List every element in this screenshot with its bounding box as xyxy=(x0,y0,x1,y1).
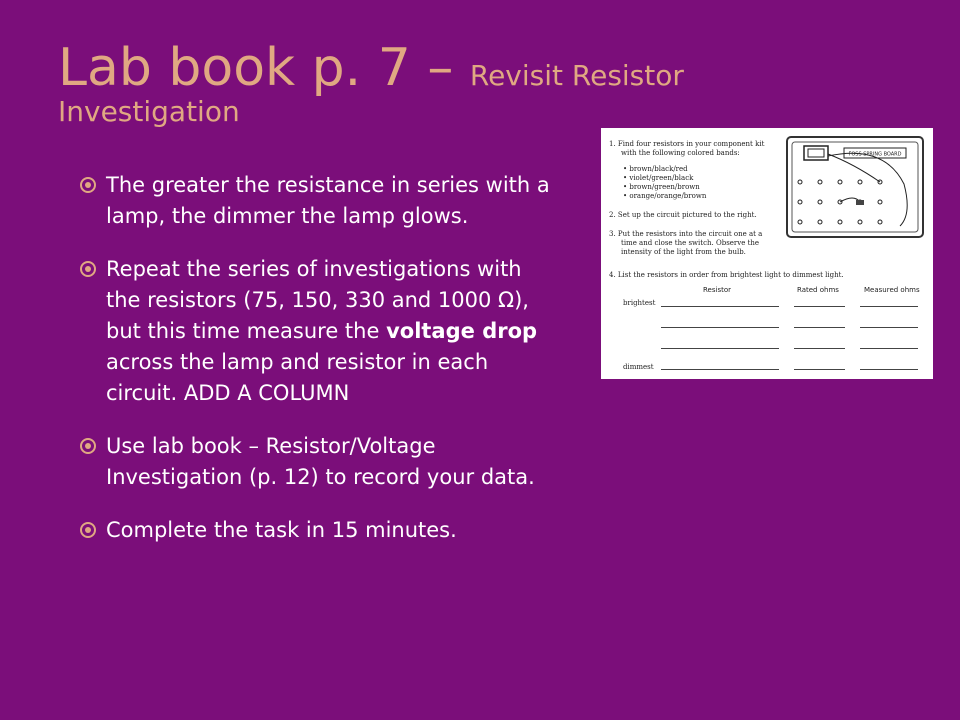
bullet-item xyxy=(80,170,560,232)
table-line xyxy=(794,327,845,328)
table-line xyxy=(860,327,918,328)
step-2: 2. Set up the circuit pictured to the right. xyxy=(609,211,757,219)
table-line xyxy=(860,369,918,370)
title-main: Lab book p. 7 – xyxy=(58,38,470,98)
table-line xyxy=(661,327,779,328)
step-4: 4. List the resistors in order from brightest light to dimmest light. xyxy=(609,271,844,279)
bullet-icon xyxy=(80,438,96,454)
bullet-item xyxy=(80,515,560,546)
table-line xyxy=(661,348,779,349)
step-3c: intensity of the light from the bulb. xyxy=(621,248,746,256)
table-line xyxy=(794,348,845,349)
bullet-text: Complete the task in 15 minutes. xyxy=(106,518,457,542)
row-label-brightest: brightest xyxy=(623,299,656,307)
step-1: 1. Find four resistors in your component kit xyxy=(609,140,765,148)
band-item: • violet/green/black xyxy=(623,174,694,182)
title-sub-1: Revisit Resistor xyxy=(469,59,684,92)
slide-title xyxy=(58,38,758,128)
board-label: FOSS SPRING BOARD xyxy=(848,151,902,158)
table-line xyxy=(794,369,845,370)
band-item: • brown/green/brown xyxy=(623,183,700,191)
col-header-measured: Measured ohms xyxy=(864,286,920,294)
bullet-item xyxy=(80,254,560,409)
table-line xyxy=(661,369,779,370)
bullet-icon xyxy=(80,261,96,277)
band-item: • orange/orange/brown xyxy=(623,192,707,200)
lab-book-image xyxy=(601,128,933,379)
bullet-text-pre: Repeat the series of investigations with the resistors (75, 150, 330 and 1000 Ω), but this time measure the xyxy=(106,257,529,343)
bullet-item xyxy=(80,431,560,493)
table-line xyxy=(860,348,918,349)
circuit-board-diagram xyxy=(784,134,926,242)
band-item: • brown/black/red xyxy=(623,165,688,173)
bullet-text: Use lab book – Resistor/Voltage Investigation (p. 12) to record your data. xyxy=(106,434,535,489)
table-line xyxy=(661,306,779,307)
step-1b: with the following colored bands: xyxy=(621,149,740,157)
step-3: 3. Put the resistors into the circuit one at a xyxy=(609,230,763,238)
col-header-rated: Rated ohms xyxy=(797,286,839,294)
bullet-text-post: across the lamp and resistor in each circuit. ADD A COLUMN xyxy=(106,350,489,405)
title-sub-2: Investigation xyxy=(58,95,240,128)
row-label-dimmest: dimmest xyxy=(623,363,654,371)
col-header-resistor: Resistor xyxy=(703,286,731,294)
bullet-icon xyxy=(80,177,96,193)
table-line xyxy=(860,306,918,307)
bullet-icon xyxy=(80,522,96,538)
bullet-list xyxy=(80,170,560,568)
bullet-text: The greater the resistance in series with a lamp, the dimmer the lamp glows. xyxy=(106,173,550,228)
table-line xyxy=(794,306,845,307)
step-3b: time and close the switch. Observe the xyxy=(621,239,760,247)
bullet-text-bold: voltage drop xyxy=(386,319,538,343)
